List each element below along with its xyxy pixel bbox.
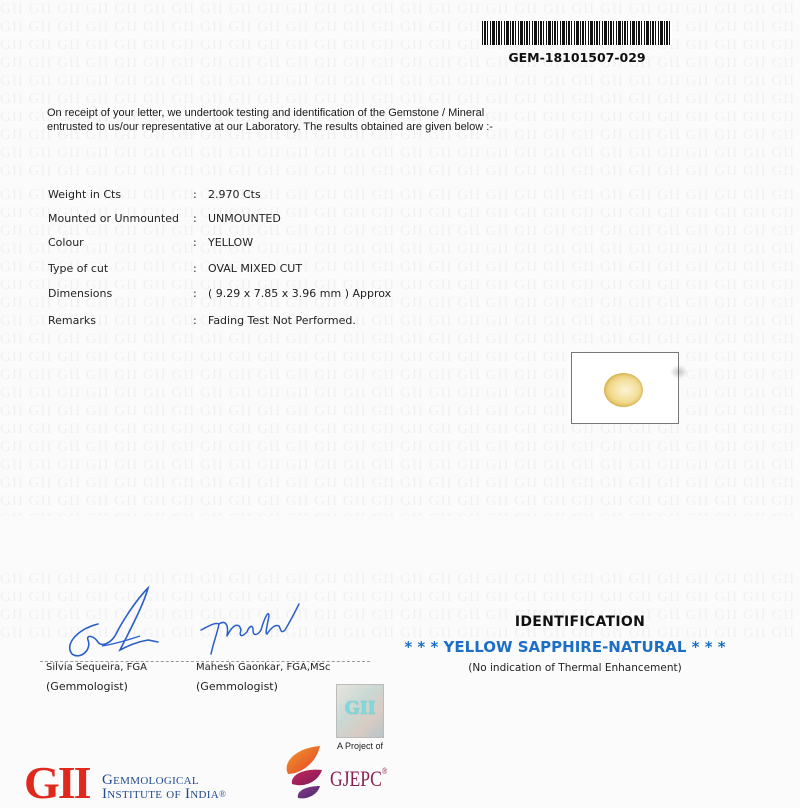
gjepc-butterfly-icon <box>276 744 324 800</box>
detail-label: Type of cut <box>48 262 109 275</box>
signer-role-2: (Gemmologist) <box>196 680 278 693</box>
detail-separator: : <box>193 188 197 201</box>
certificate-number: GEM-18101507-029 <box>508 50 646 65</box>
identification-result: * * * YELLOW SAPPHIRE-NATURAL * * * <box>404 638 726 656</box>
gjepc-logo-text <box>330 766 387 792</box>
intro-text: On receipt of your letter, we undertook testing and identification of the Gemstone / Mineral entrusted to us/our representative at our Laboratory. The results obtained are given below :- <box>47 107 493 133</box>
identification-heading: IDENTIFICATION <box>514 614 646 630</box>
detail-label: Weight in Cts <box>48 188 122 201</box>
project-of-label: A Project of <box>337 741 384 751</box>
gemstone-photo <box>571 352 679 424</box>
gii-name-line1: Gemmological <box>102 772 199 788</box>
detail-value: Fading Test Not Performed. <box>208 314 356 327</box>
gii-name-line2-text: Institute of India <box>102 786 219 802</box>
detail-value: ( 9.29 x 7.85 x 3.96 mm ) Approx <box>208 287 392 300</box>
detail-separator: : <box>193 287 197 300</box>
identification-note: (No indication of Thermal Enhancement) <box>468 662 682 674</box>
detail-separator: : <box>193 236 197 249</box>
detail-value: OVAL MIXED CUT <box>208 262 303 275</box>
registered-mark: ® <box>381 766 388 776</box>
gii-name-line2 <box>102 787 226 801</box>
yellow-sapphire-image <box>604 373 643 407</box>
gii-logo: GII <box>24 757 90 808</box>
detail-separator: : <box>193 262 197 275</box>
hologram-seal <box>336 684 384 738</box>
signer-name-2: Mahesh Gaonkar, FGA,MSc <box>196 662 331 673</box>
hologram-gii-text: GII <box>344 697 376 719</box>
signer-name-1: Silvia Sequeira, FGA <box>46 662 147 673</box>
detail-value: UNMOUNTED <box>208 212 281 225</box>
registered-mark: ® <box>219 789 227 799</box>
detail-label: Dimensions <box>48 287 113 300</box>
detail-separator: : <box>193 314 197 327</box>
detail-separator: : <box>193 212 197 225</box>
signature-silvia-sequeira <box>58 584 168 662</box>
barcode-icon <box>482 21 672 45</box>
detail-label: Colour <box>48 236 84 249</box>
signer-role-1: (Gemmologist) <box>46 680 128 693</box>
gii-institute-name <box>102 773 226 801</box>
watermark-band-top <box>0 0 800 180</box>
scan-smudge <box>670 365 688 379</box>
signature-mahesh-gaonkar <box>195 590 305 662</box>
watermark-band-middle <box>0 186 800 516</box>
gjepc-text: GJEPC <box>330 766 382 791</box>
detail-label: Mounted or Unmounted <box>48 212 179 225</box>
detail-value: YELLOW <box>208 236 254 249</box>
detail-value: 2.970 Cts <box>208 188 261 201</box>
detail-label: Remarks <box>48 314 96 327</box>
